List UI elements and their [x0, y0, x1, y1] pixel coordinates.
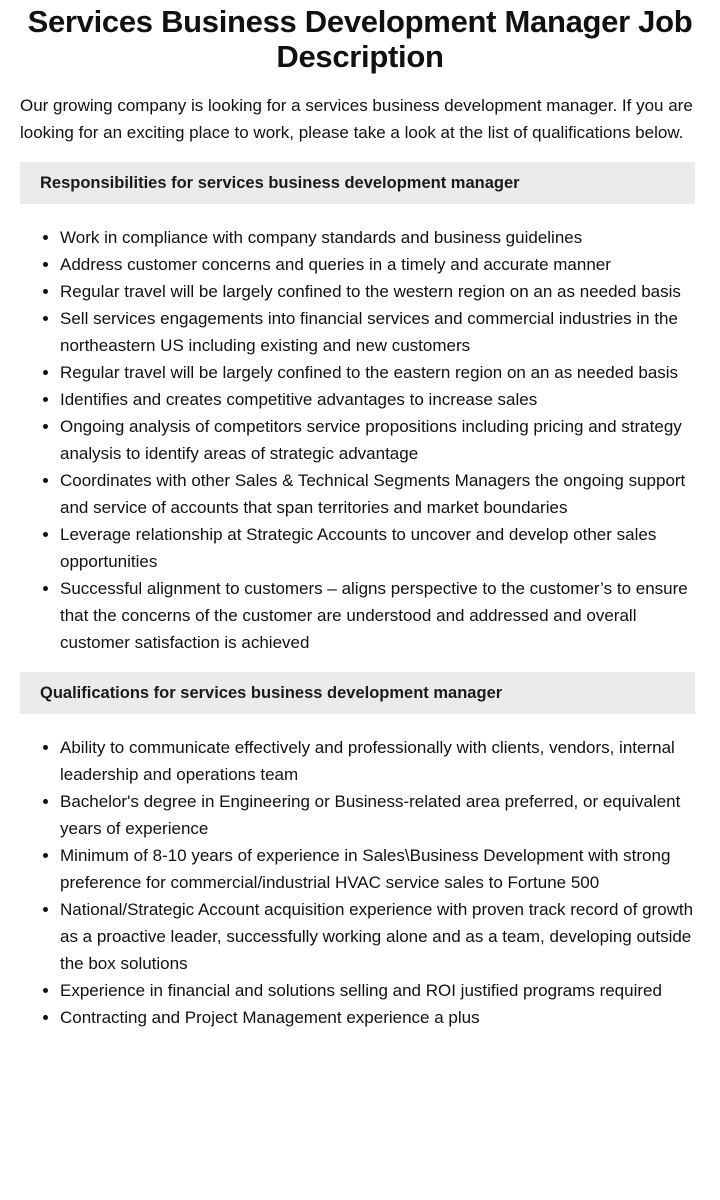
list-item: • Identifies and creates competitive advantages to increase sales: [60, 386, 695, 413]
list-item: • Minimum of 8-10 years of experience in Sales\Business Development with strong preference for commercial/industrial HVAC service sales to Fortune 500: [60, 842, 695, 896]
list-item: • Regular travel will be largely confined to the eastern region on an as needed basis: [60, 359, 695, 386]
list-item: • Contracting and Project Management experience a plus: [60, 1004, 695, 1031]
list-item: • Leverage relationship at Strategic Accounts to uncover and develop other sales opportunities: [60, 521, 695, 575]
list-item: • Ability to communicate effectively and professionally with clients, vendors, internal leadership and operations team: [60, 734, 695, 788]
qualifications-list: [0, 734, 695, 1031]
qualifications-heading: Qualifications for services business development manager: [20, 672, 695, 714]
list-item: • Experience in financial and solutions selling and ROI justified programs required: [60, 977, 695, 1004]
list-item: • Sell services engagements into financial services and commercial industries in the northeastern US including existing and new customers: [60, 305, 695, 359]
intro-paragraph: Our growing company is looking for a services business development manager. If you are looking for an exciting place to work, please take a look at the list of qualifications below.: [20, 96, 693, 142]
list-item: • Work in compliance with company standards and business guidelines: [60, 224, 695, 251]
responsibilities-list: [0, 224, 695, 656]
page-title: Services Business Development Manager Job Description: [27, 4, 693, 74]
responsibilities-heading: Responsibilities for services business development manager: [20, 162, 695, 204]
list-item: • Coordinates with other Sales & Technical Segments Managers the ongoing support and service of accounts that span territories and market boundaries: [60, 467, 695, 521]
list-item: • Successful alignment to customers – aligns perspective to the customer’s to ensure that the concerns of the customer are understood and addressed and overall customer satisfaction is achieved: [60, 575, 695, 656]
list-item: • National/Strategic Account acquisition experience with proven track record of growth as a proactive leader, successfully working alone and as a team, developing outside the box solutions: [60, 896, 695, 977]
list-item: • Address customer concerns and queries in a timely and accurate manner: [60, 251, 695, 278]
list-item: • Ongoing analysis of competitors service propositions including pricing and strategy analysis to identify areas of strategic advantage: [60, 413, 695, 467]
list-item: • Regular travel will be largely confined to the western region on an as needed basis: [60, 278, 695, 305]
list-item: • Bachelor's degree in Engineering or Business-related area preferred, or equivalent years of experience: [60, 788, 695, 842]
